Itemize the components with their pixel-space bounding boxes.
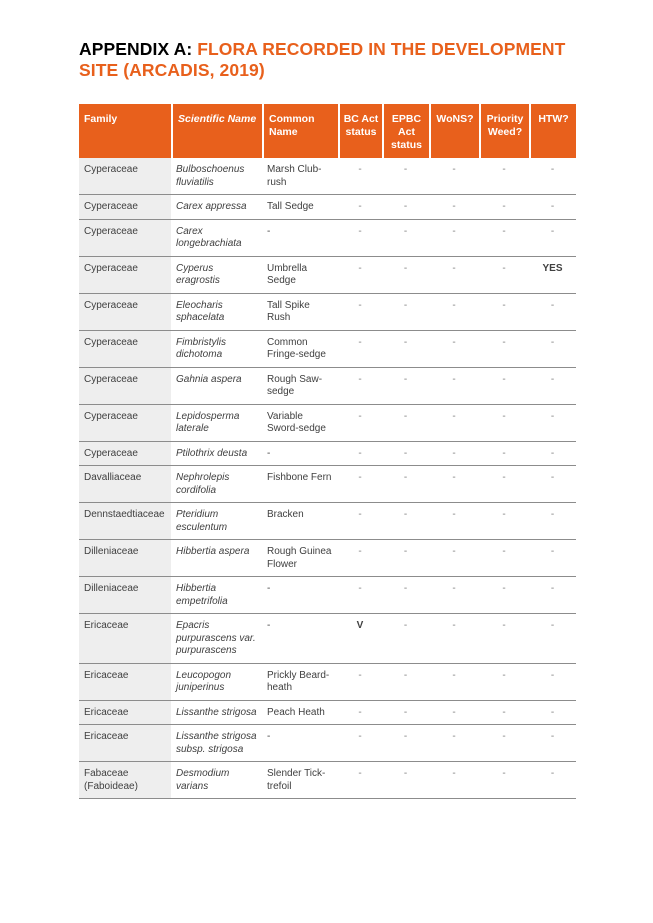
priority-weed-cell: - <box>479 331 529 368</box>
table-header-row <box>79 104 576 158</box>
priority-weed-cell: - <box>479 762 529 799</box>
bc-act-status-cell: - <box>338 664 382 701</box>
family-cell: Ericaceae <box>79 614 171 664</box>
table-row <box>79 701 576 726</box>
scientific-name-cell: Fimbristylis dichotoma <box>171 331 262 368</box>
priority-weed-cell: - <box>479 195 529 220</box>
wons-cell: - <box>429 664 479 701</box>
bc-act-status-cell: - <box>338 257 382 294</box>
priority-weed-cell: - <box>479 442 529 467</box>
scientific-name-cell: Carex appressa <box>171 195 262 220</box>
priority-weed-cell: - <box>479 257 529 294</box>
priority-weed-cell: - <box>479 540 529 577</box>
scientific-name-cell: Gahnia aspera <box>171 368 262 405</box>
common-name-cell: Variable Sword-sedge <box>262 405 338 442</box>
title-accent: FLORA RECORDED IN THE DEVELOPMENT SITE (ARCADIS, 2019) <box>79 39 566 80</box>
common-name-cell: Tall Sedge <box>262 195 338 220</box>
page-title <box>79 39 599 81</box>
htw-cell: - <box>529 725 576 762</box>
header-family: Family <box>79 104 171 158</box>
family-cell: Ericaceae <box>79 725 171 762</box>
family-cell: Ericaceae <box>79 701 171 726</box>
family-cell: Dennstaedtiaceae <box>79 503 171 540</box>
priority-weed-cell: - <box>479 368 529 405</box>
epbc-act-status-cell: - <box>382 577 429 614</box>
wons-cell: - <box>429 614 479 664</box>
flora-table <box>79 104 576 799</box>
scientific-name-cell: Carex longebrachiata <box>171 220 262 257</box>
wons-cell: - <box>429 442 479 467</box>
common-name-cell: Rough Guinea Flower <box>262 540 338 577</box>
wons-cell: - <box>429 540 479 577</box>
common-name-cell: Common Fringe-sedge <box>262 331 338 368</box>
scientific-name-cell: Lissanthe strigosa <box>171 701 262 726</box>
scientific-name-cell: Hibbertia aspera <box>171 540 262 577</box>
priority-weed-cell: - <box>479 405 529 442</box>
header-epbc-act-status: EPBC Act status <box>382 104 429 158</box>
priority-weed-cell: - <box>479 701 529 726</box>
table-row <box>79 331 576 368</box>
table-row <box>79 368 576 405</box>
table-row <box>79 503 576 540</box>
htw-cell: YES <box>529 257 576 294</box>
table-row <box>79 220 576 257</box>
htw-cell: - <box>529 368 576 405</box>
epbc-act-status-cell: - <box>382 158 429 195</box>
table-row <box>79 405 576 442</box>
common-name-cell: Rough Saw-sedge <box>262 368 338 405</box>
epbc-act-status-cell: - <box>382 405 429 442</box>
table-row <box>79 257 576 294</box>
scientific-name-cell: Cyperus eragrostis <box>171 257 262 294</box>
htw-cell: - <box>529 331 576 368</box>
header-bc-act-status: BC Act status <box>338 104 382 158</box>
common-name-cell: Tall Spike Rush <box>262 294 338 331</box>
table-row <box>79 195 576 220</box>
bc-act-status-cell: - <box>338 368 382 405</box>
table-row <box>79 614 576 664</box>
table-row <box>79 294 576 331</box>
htw-cell: - <box>529 442 576 467</box>
scientific-name-cell: Leucopogon juniperinus <box>171 664 262 701</box>
htw-cell: - <box>529 701 576 726</box>
epbc-act-status-cell: - <box>382 257 429 294</box>
family-cell: Cyperaceae <box>79 158 171 195</box>
header-common-name: Common Name <box>262 104 338 158</box>
priority-weed-cell: - <box>479 294 529 331</box>
priority-weed-cell: - <box>479 577 529 614</box>
htw-cell: - <box>529 158 576 195</box>
priority-weed-cell: - <box>479 614 529 664</box>
table-row <box>79 158 576 195</box>
priority-weed-cell: - <box>479 220 529 257</box>
htw-cell: - <box>529 220 576 257</box>
table-row <box>79 466 576 503</box>
common-name-cell: - <box>262 577 338 614</box>
bc-act-status-cell: - <box>338 577 382 614</box>
table-row <box>79 442 576 467</box>
htw-cell: - <box>529 195 576 220</box>
bc-act-status-cell: - <box>338 540 382 577</box>
bc-act-status-cell: - <box>338 725 382 762</box>
family-cell: Cyperaceae <box>79 331 171 368</box>
title-prefix: APPENDIX A: <box>79 39 198 59</box>
priority-weed-cell: - <box>479 466 529 503</box>
epbc-act-status-cell: - <box>382 331 429 368</box>
bc-act-status-cell: - <box>338 503 382 540</box>
table-row <box>79 540 576 577</box>
bc-act-status-cell: V <box>338 614 382 664</box>
family-cell: Dilleniaceae <box>79 540 171 577</box>
epbc-act-status-cell: - <box>382 762 429 799</box>
header-priority-weed: Priority Weed? <box>479 104 529 158</box>
family-cell: Fabaceae (Faboideae) <box>79 762 171 799</box>
bc-act-status-cell: - <box>338 158 382 195</box>
scientific-name-cell: Eleocharis sphacelata <box>171 294 262 331</box>
epbc-act-status-cell: - <box>382 368 429 405</box>
table-row <box>79 762 576 799</box>
family-cell: Cyperaceae <box>79 294 171 331</box>
table-row <box>79 725 576 762</box>
scientific-name-cell: Nephrolepis cordifolia <box>171 466 262 503</box>
wons-cell: - <box>429 762 479 799</box>
epbc-act-status-cell: - <box>382 195 429 220</box>
table-row <box>79 577 576 614</box>
wons-cell: - <box>429 503 479 540</box>
family-cell: Cyperaceae <box>79 442 171 467</box>
epbc-act-status-cell: - <box>382 503 429 540</box>
common-name-cell: Bracken <box>262 503 338 540</box>
htw-cell: - <box>529 540 576 577</box>
epbc-act-status-cell: - <box>382 442 429 467</box>
epbc-act-status-cell: - <box>382 540 429 577</box>
scientific-name-cell: Desmodium varians <box>171 762 262 799</box>
bc-act-status-cell: - <box>338 331 382 368</box>
wons-cell: - <box>429 466 479 503</box>
epbc-act-status-cell: - <box>382 701 429 726</box>
family-cell: Cyperaceae <box>79 405 171 442</box>
htw-cell: - <box>529 405 576 442</box>
scientific-name-cell: Pteridium esculentum <box>171 503 262 540</box>
family-cell: Cyperaceae <box>79 257 171 294</box>
htw-cell: - <box>529 614 576 664</box>
family-cell: Cyperaceae <box>79 220 171 257</box>
htw-cell: - <box>529 577 576 614</box>
family-cell: Ericaceae <box>79 664 171 701</box>
table-body <box>79 158 576 799</box>
wons-cell: - <box>429 368 479 405</box>
common-name-cell: Peach Heath <box>262 701 338 726</box>
family-cell: Cyperaceae <box>79 195 171 220</box>
common-name-cell: - <box>262 220 338 257</box>
common-name-cell: Marsh Club-rush <box>262 158 338 195</box>
bc-act-status-cell: - <box>338 294 382 331</box>
common-name-cell: Prickly Beard-heath <box>262 664 338 701</box>
priority-weed-cell: - <box>479 158 529 195</box>
bc-act-status-cell: - <box>338 466 382 503</box>
wons-cell: - <box>429 405 479 442</box>
common-name-cell: - <box>262 614 338 664</box>
common-name-cell: Slender Tick-trefoil <box>262 762 338 799</box>
epbc-act-status-cell: - <box>382 664 429 701</box>
bc-act-status-cell: - <box>338 220 382 257</box>
family-cell: Dilleniaceae <box>79 577 171 614</box>
epbc-act-status-cell: - <box>382 725 429 762</box>
bc-act-status-cell: - <box>338 195 382 220</box>
scientific-name-cell: Epacris purpurascens var. purpurascens <box>171 614 262 664</box>
common-name-cell: - <box>262 442 338 467</box>
htw-cell: - <box>529 762 576 799</box>
common-name-cell: - <box>262 725 338 762</box>
htw-cell: - <box>529 294 576 331</box>
wons-cell: - <box>429 257 479 294</box>
common-name-cell: Fishbone Fern <box>262 466 338 503</box>
header-scientific-name: Scientific Name <box>171 104 262 158</box>
htw-cell: - <box>529 466 576 503</box>
epbc-act-status-cell: - <box>382 294 429 331</box>
bc-act-status-cell: - <box>338 701 382 726</box>
htw-cell: - <box>529 664 576 701</box>
priority-weed-cell: - <box>479 664 529 701</box>
scientific-name-cell: Lissanthe strigosa subsp. strigosa <box>171 725 262 762</box>
scientific-name-cell: Ptilothrix deusta <box>171 442 262 467</box>
scientific-name-cell: Hibbertia empetrifolia <box>171 577 262 614</box>
family-cell: Cyperaceae <box>79 368 171 405</box>
wons-cell: - <box>429 195 479 220</box>
table-row <box>79 664 576 701</box>
bc-act-status-cell: - <box>338 762 382 799</box>
wons-cell: - <box>429 294 479 331</box>
header-htw: HTW? <box>529 104 576 158</box>
priority-weed-cell: - <box>479 503 529 540</box>
bc-act-status-cell: - <box>338 442 382 467</box>
wons-cell: - <box>429 158 479 195</box>
header-wons: WoNS? <box>429 104 479 158</box>
epbc-act-status-cell: - <box>382 466 429 503</box>
family-cell: Davalliaceae <box>79 466 171 503</box>
epbc-act-status-cell: - <box>382 614 429 664</box>
scientific-name-cell: Lepidosperma laterale <box>171 405 262 442</box>
wons-cell: - <box>429 701 479 726</box>
wons-cell: - <box>429 331 479 368</box>
wons-cell: - <box>429 577 479 614</box>
common-name-cell: Umbrella Sedge <box>262 257 338 294</box>
wons-cell: - <box>429 725 479 762</box>
wons-cell: - <box>429 220 479 257</box>
htw-cell: - <box>529 503 576 540</box>
scientific-name-cell: Bulboschoenus fluviatilis <box>171 158 262 195</box>
bc-act-status-cell: - <box>338 405 382 442</box>
epbc-act-status-cell: - <box>382 220 429 257</box>
priority-weed-cell: - <box>479 725 529 762</box>
